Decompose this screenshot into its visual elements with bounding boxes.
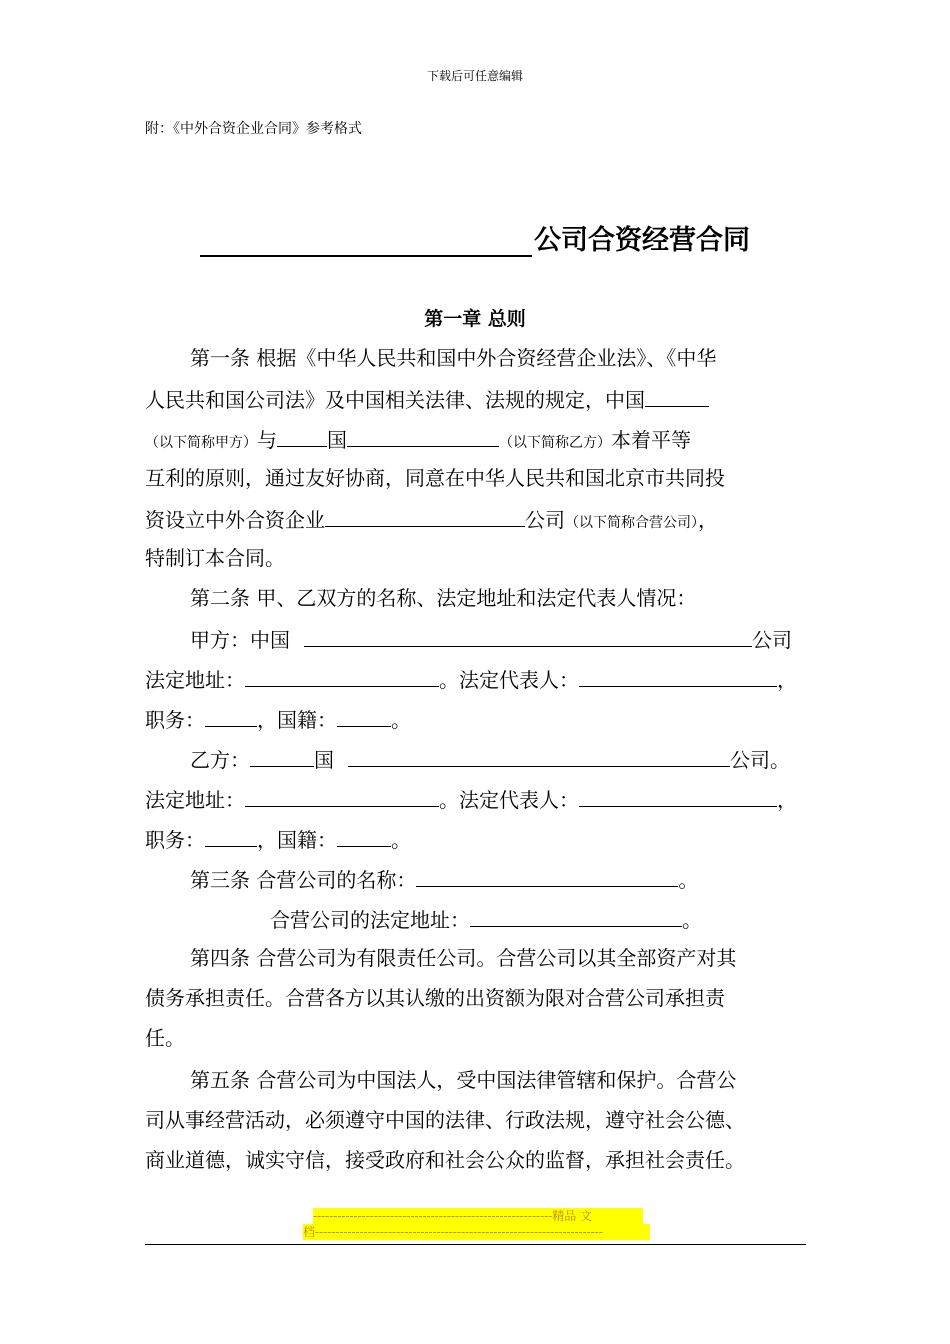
art2-line1: 第二条 甲、乙双方的名称、法定地址和法定代表人情况： (190, 586, 697, 610)
art5-line1: 第五条 合营公司为中国法人，受中国法律管辖和保护。合营公 (190, 1068, 737, 1092)
footer-divider (145, 1244, 806, 1245)
art3-line2: 合营公司的法定地址： 。 (270, 908, 702, 932)
art5-line2: 司从事经营活动，必须遵守中国的法律、行政法规，遵守社会公德、 (145, 1108, 745, 1132)
art1-line1: 第一条 根据《中华人民共和国中外合资经营企业法》、《中华 (190, 346, 717, 370)
party-b-name-blank[interactable] (348, 746, 730, 767)
party-a-rep-blank[interactable] (579, 666, 777, 687)
page-header: 下载后可任意编辑 (426, 69, 523, 83)
party-b-nationality-blank[interactable] (337, 826, 391, 847)
party-a-address-blank[interactable] (245, 666, 439, 687)
party-a-address-line: 法定地址： 。法定代表人： ， (145, 668, 797, 692)
art1-line5: 资设立中外合资企业 公司（以下简称合营公司）， (145, 508, 718, 532)
footer-watermark-line1: -----------------------------------------------------------精品 文 (313, 1208, 643, 1224)
art4-line3: 任。 (145, 1026, 185, 1050)
party-a-blank[interactable] (645, 386, 709, 407)
contract-title (200, 218, 750, 257)
party-a-name-blank[interactable] (304, 626, 752, 647)
jv-address-blank[interactable] (470, 906, 682, 927)
art3-line1: 第三条 合营公司的名称： 。 (190, 868, 699, 892)
art5-line3: 商业道德，诚实守信，接受政府和社会公众的监督，承担社会责任。 (145, 1148, 745, 1172)
title-text: 公司合资经营合同 (534, 225, 750, 256)
jv-company-name-blank[interactable] (416, 866, 678, 887)
chapter-heading: 第一章 总则 (424, 308, 526, 330)
art4-line1: 第四条 合营公司为有限责任公司。合营公司以其全部资产对其 (190, 946, 737, 970)
art1-line6: 特制订本合同。 (145, 546, 285, 570)
country-blank[interactable] (277, 426, 327, 447)
party-b-position-line: 职务： ，国籍： 。 (145, 828, 411, 852)
party-b-line: 乙方： 国 公司。 (190, 748, 790, 772)
art4-line2: 债务承担责任。合营各方以其认缴的出资额为限对合营公司承担责 (145, 986, 725, 1010)
art1-line3: （以下简称甲方）与 国 （以下简称乙方）本着平等 (145, 428, 691, 452)
jv-name-blank[interactable] (325, 506, 525, 527)
party-b-rep-blank[interactable] (579, 786, 777, 807)
party-b-address-blank[interactable] (245, 786, 439, 807)
party-b-address-line: 法定地址： 。法定代表人： ， (145, 788, 797, 812)
title-blank[interactable] (200, 227, 532, 257)
party-b-country-blank[interactable] (250, 746, 314, 767)
party-a-nationality-blank[interactable] (337, 706, 391, 727)
art1-line4: 互利的原则，通过友好协商，同意在中华人民共和国北京市共同投 (145, 466, 725, 490)
party-a-line: 甲方：中国 公司 (190, 628, 792, 652)
art1-line2: 人民共和国公司法》及中国相关法律、法规的规定，中国 (145, 386, 709, 412)
party-b-blank[interactable] (347, 426, 499, 447)
party-a-position-blank[interactable] (205, 706, 257, 727)
footer-watermark-line2: 档----------------------------------------------------------------------- (303, 1224, 650, 1240)
party-a-position-line: 职务： ，国籍： 。 (145, 708, 411, 732)
party-b-position-blank[interactable] (205, 826, 257, 847)
attachment-note: 附：《中外合资企业合同》参考格式 (145, 121, 362, 137)
